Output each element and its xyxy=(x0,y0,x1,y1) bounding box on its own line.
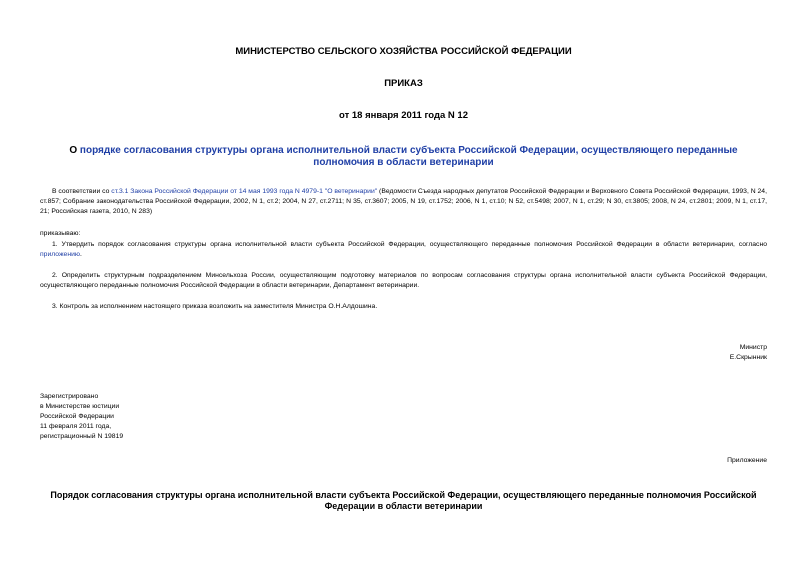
registration-line-3: Российской Федерации xyxy=(40,413,114,420)
ministry-heading: МИНИСТЕРСТВО СЕЛЬСКОГО ХОЗЯЙСТВА РОССИЙСКОЙ ФЕДЕРАЦИИ xyxy=(235,46,572,57)
registration-block xyxy=(40,392,123,442)
registration-line-5: регистрационный N 19819 xyxy=(40,433,124,440)
document-title xyxy=(40,145,767,169)
signature-block xyxy=(730,343,767,363)
appendix-title: Порядок согласования структуры органа исполнительной власти субъекта Российской Федерации, осуществляющего переданные полномочия Российской Федерации в области ветеринарии xyxy=(50,490,757,511)
date-number-heading: от 18 января 2011 года N 12 xyxy=(339,110,468,121)
signature-position: Министр xyxy=(739,344,767,351)
registration-line-2: в Министерстве юстиции xyxy=(40,403,120,410)
item-1-text: 1. Утвердить порядок согласования структуры органа исполнительной власти субъекта Российской Федерации, осуществляющего переданные полномочия Российской Федерации в области ветеринарии, согласно xyxy=(52,241,767,248)
appendix-link[interactable]: приложению xyxy=(40,251,80,258)
preamble-paragraph xyxy=(40,187,767,217)
item-3: 3. Контроль за исполнением настоящего приказа возложить на заместителя Министра О.Н.Алдошина. xyxy=(52,303,378,310)
signature-name: Е.Скрынник xyxy=(729,354,767,361)
appendix-label: Приложение xyxy=(727,457,767,464)
item-2: 2. Определить структурным подразделением Минсельхоза России, осуществляющим подготовку материалов по вопросам согласования структуры органа исполнительной власти субъекта Российской Федерации, осуществляющего переданные полномочия Российской Федерации в области ветеринарии, Департамент ветеринарии. xyxy=(40,272,767,289)
law-link[interactable]: ст.3.1 Закона Российской Федерации от 14 мая 1993 года N 4979-1 "О ветеринарии" xyxy=(111,188,378,195)
title-prefix: О xyxy=(69,145,80,156)
order-word: приказываю: xyxy=(40,230,81,237)
item-1 xyxy=(40,240,767,260)
item-1-end: . xyxy=(79,251,82,258)
title-link[interactable]: порядке согласования структуры органа исполнительной власти субъекта Российской Федерации, осуществляющего переданные полномочия в области ветеринарии xyxy=(79,145,738,168)
preamble-text-after: (Ведомости Съезда народных депутатов Российской Федерации и Верховного Совета Российской Федерации, 1993, N 24, ст.857; Собрание законодательства Российской Федерации, 2002, N 1, ст.2; 2004, N 27, ст.2711; N 35, ст.3607; 2005, N 19, ст.1752; 2006, N 1, ст.10; N 52, ст.5498; 2007, N 1, ст.29; N 30, ст.3805; 2008, N 24, ст.2801; 2009, N 1, ст.17, 21; Российская газета, 2010, N 283) xyxy=(40,188,767,215)
registration-line-4: 11 февраля 2011 года, xyxy=(40,423,112,430)
registration-line-1: Зарегистрировано xyxy=(40,393,99,400)
doc-type-heading: ПРИКАЗ xyxy=(384,78,423,89)
preamble-text-before: В соответствии со xyxy=(52,188,112,195)
